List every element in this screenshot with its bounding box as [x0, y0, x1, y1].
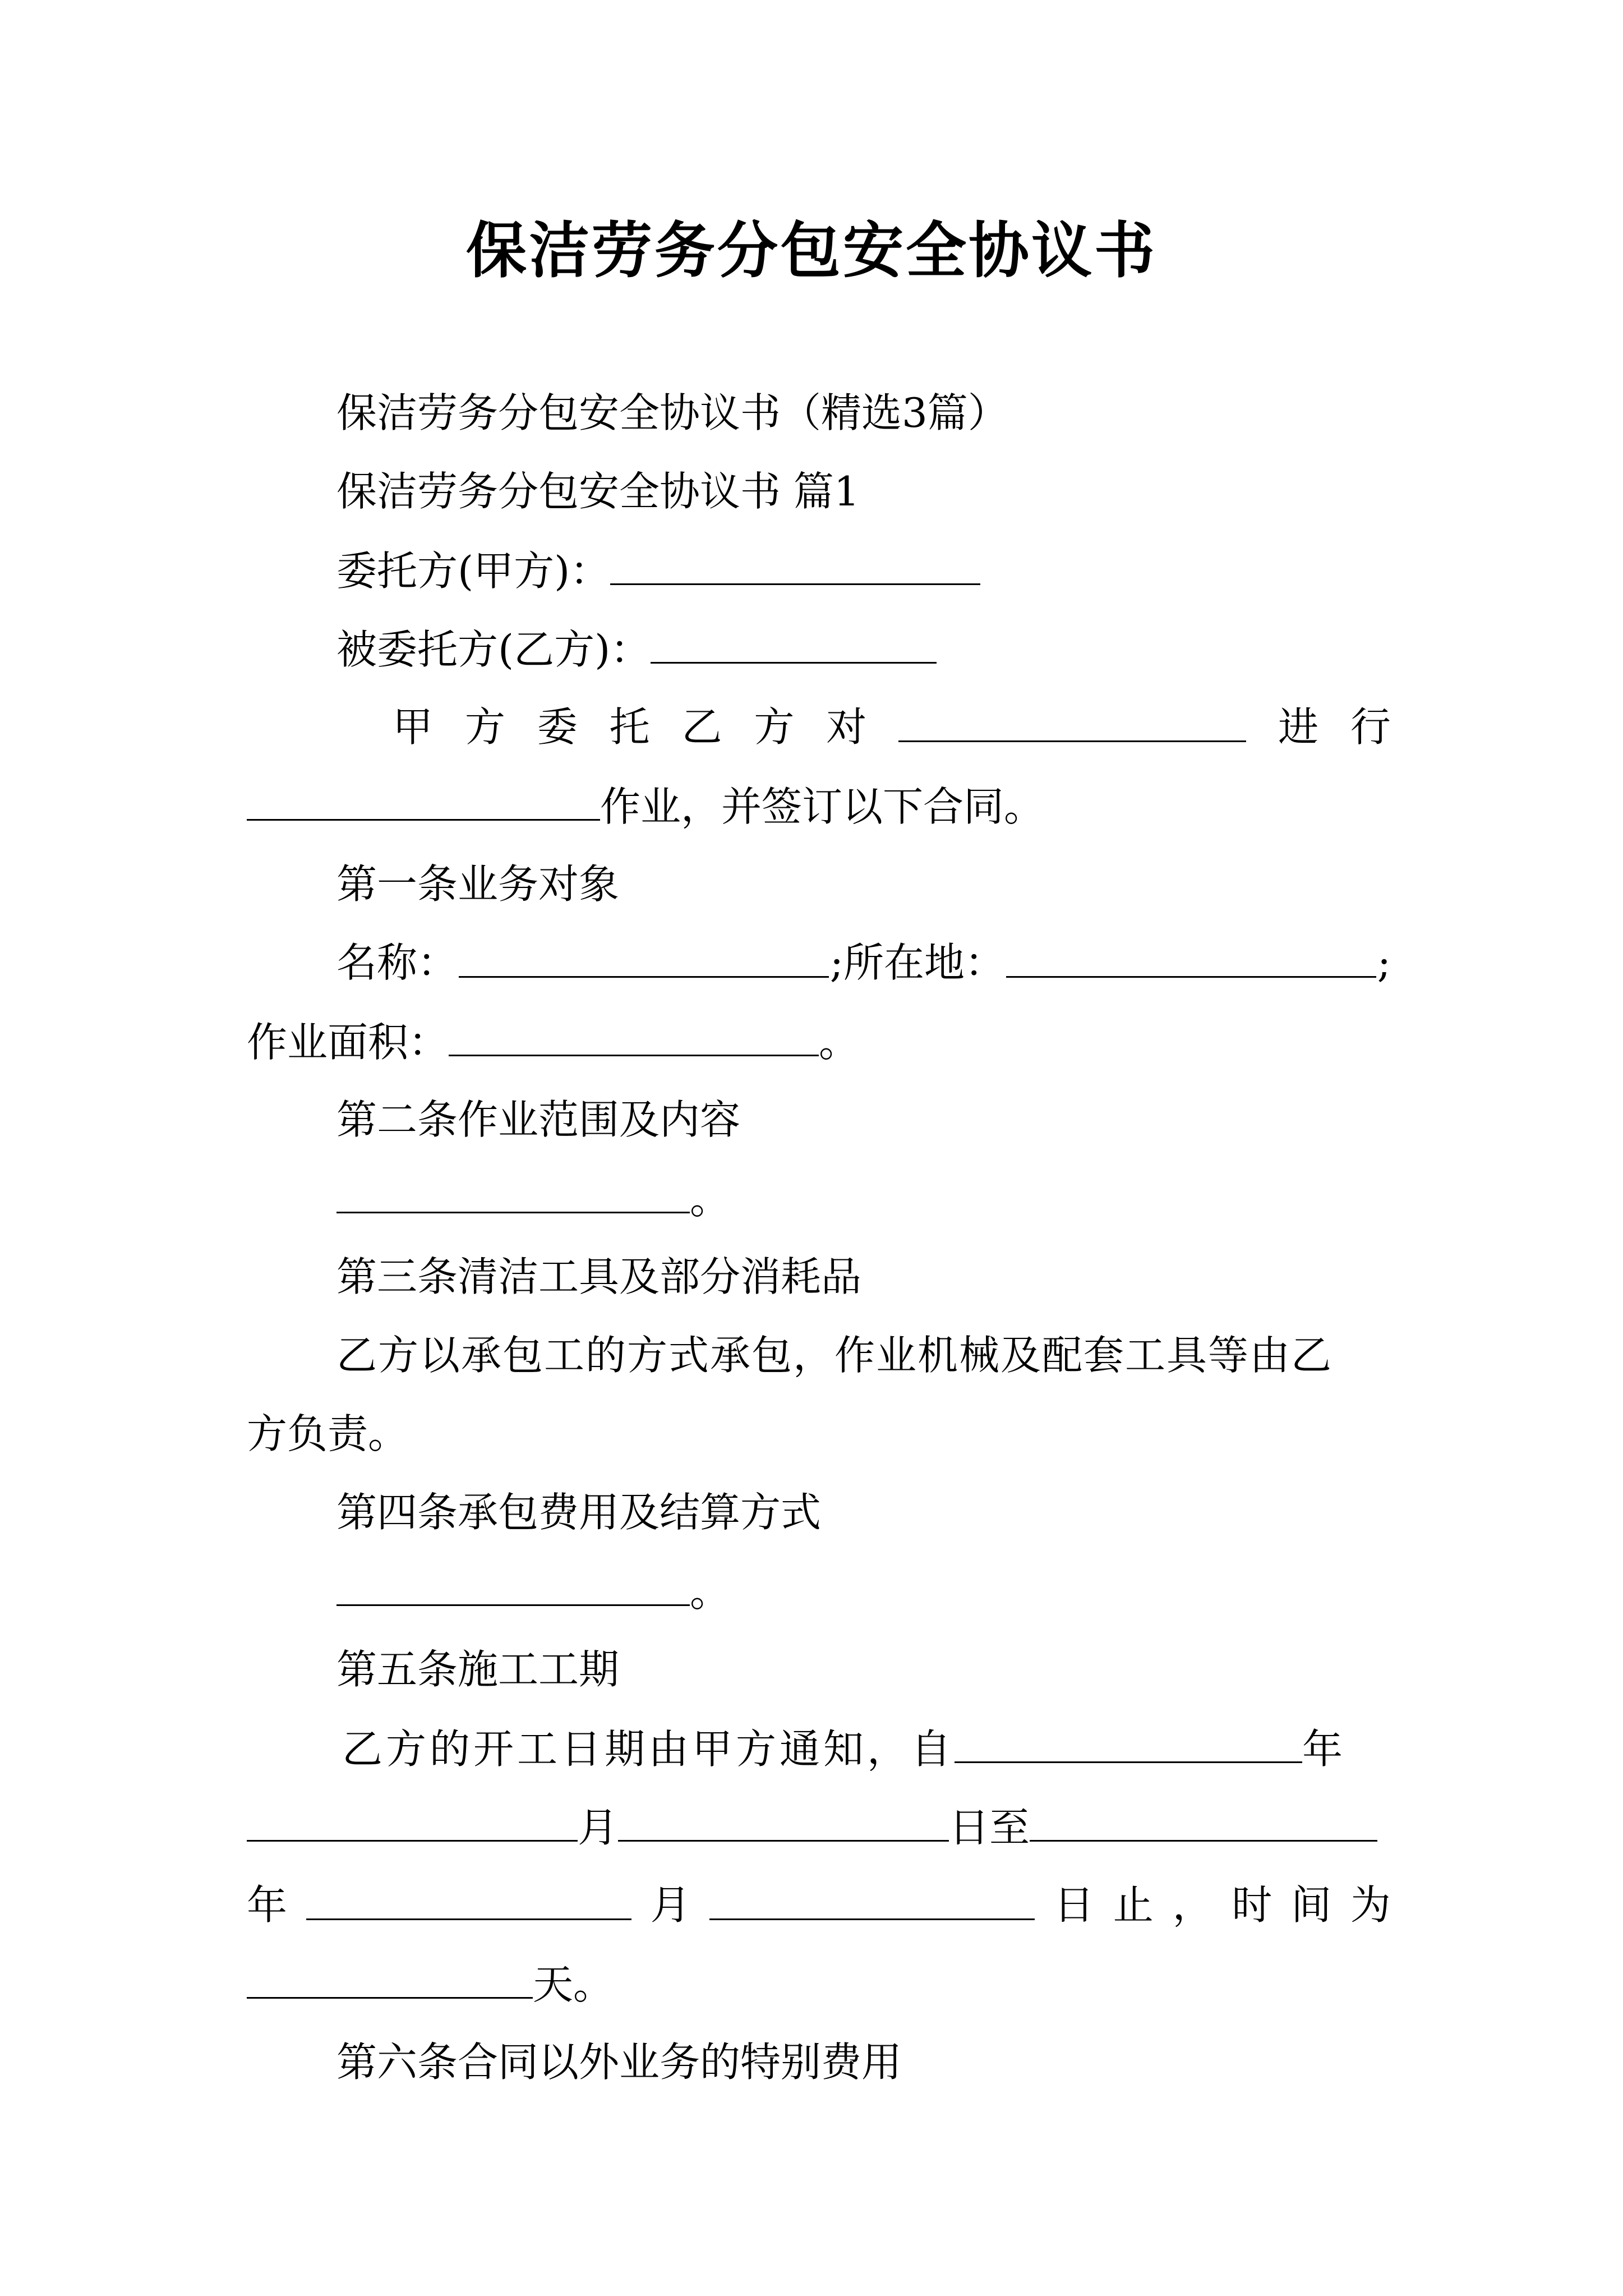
period-char: 止 — [1113, 1881, 1154, 1929]
article-1-heading: 第一条业务对象 — [336, 861, 620, 908]
article-6-heading: 第六条合同以外业务的特别费用 — [336, 2039, 902, 2086]
article-1-name-line — [336, 939, 1391, 986]
period-char: 间 — [1291, 1881, 1332, 1929]
period-char: ， — [1172, 1881, 1213, 1929]
area-label: 作业面积： — [247, 1019, 449, 1066]
intro-char: 乙 — [681, 703, 722, 751]
intro-line-2 — [247, 783, 1045, 830]
intro-char: 方 — [464, 703, 505, 751]
intro-char: 甲 — [393, 703, 434, 751]
name-blank — [459, 942, 829, 978]
days-label: 天。 — [533, 1961, 614, 2008]
period: 。 — [690, 1568, 731, 1616]
area-blank — [449, 1021, 819, 1056]
intro-char: 托 — [609, 703, 650, 751]
fee-blank — [336, 1571, 690, 1606]
start-date-text: 乙方的开工日期由甲方通知，自 — [342, 1726, 955, 1773]
intro-char: 方 — [754, 703, 795, 751]
start-day-blank — [618, 1806, 949, 1842]
location-blank — [1006, 942, 1376, 978]
period: 。 — [690, 1176, 731, 1223]
party-b-blank — [651, 628, 937, 664]
end-year-blank — [1030, 1806, 1377, 1842]
month-label: 月 — [578, 1804, 619, 1851]
intro-char: 行 — [1350, 703, 1391, 751]
intro-char: 委 — [537, 703, 578, 751]
party-a-blank — [610, 550, 980, 585]
article-2-heading: 第二条作业范围及内容 — [336, 1096, 741, 1143]
period: 。 — [819, 1019, 860, 1066]
intro-line-1 — [393, 703, 1391, 751]
article-3-heading: 第三条清洁工具及部分消耗品 — [336, 1253, 862, 1300]
name-label: 名称： — [336, 939, 458, 986]
article-3-text-2: 方负责。 — [247, 1410, 409, 1457]
article-5-line-2 — [247, 1804, 1377, 1851]
duration-blank — [247, 1963, 533, 1999]
intro-object-blank — [898, 707, 1246, 742]
intro-line-2-text: 作业，并签订以下合同。 — [600, 783, 1045, 830]
article-5-line-4 — [247, 1961, 614, 2008]
party-a-label: 委托方(甲方)： — [336, 547, 611, 595]
year-label: 年 — [247, 1881, 288, 1929]
intro-char: 对 — [826, 703, 867, 751]
article-4-blank-line — [336, 1568, 731, 1616]
start-month-blank — [247, 1806, 578, 1842]
year-label: 年 — [1302, 1726, 1347, 1773]
article-5-line-1 — [342, 1726, 1347, 1773]
document-title: 保洁劳务分包安全协议书 — [465, 215, 1157, 286]
subtitle: 保洁劳务分包安全协议书（精选3篇） — [336, 389, 1008, 436]
party-b-label: 被委托方(乙方)： — [336, 626, 651, 673]
party-a-line — [336, 547, 980, 595]
location-label: ;所在地： — [829, 939, 1005, 986]
part-heading: 保洁劳务分包安全协议书 篇1 — [336, 468, 860, 515]
scope-blank — [336, 1178, 690, 1213]
intro-work-blank — [247, 785, 600, 821]
article-3-text-1: 乙方以承包工的方式承包，作业机械及配套工具等由乙 — [336, 1332, 1333, 1379]
article-4-heading: 第四条承包费用及结算方式 — [336, 1489, 822, 1536]
period-char: 日 — [1054, 1881, 1095, 1929]
intro-char: 进 — [1278, 703, 1318, 751]
semicolon: ; — [1377, 939, 1391, 986]
area-line — [247, 1019, 860, 1066]
end-month-blank — [306, 1885, 631, 1920]
period-char: 为 — [1350, 1881, 1391, 1929]
party-b-line — [336, 626, 937, 673]
start-year-blank — [955, 1728, 1302, 1763]
article-5-line-3 — [247, 1881, 1391, 1929]
day-to-label: 日至 — [949, 1804, 1030, 1851]
end-day-blank — [709, 1885, 1035, 1920]
period-char: 时 — [1232, 1881, 1272, 1929]
article-2-blank-line — [336, 1176, 731, 1223]
article-5-heading: 第五条施工工期 — [336, 1646, 620, 1693]
month-label: 月 — [650, 1881, 691, 1929]
